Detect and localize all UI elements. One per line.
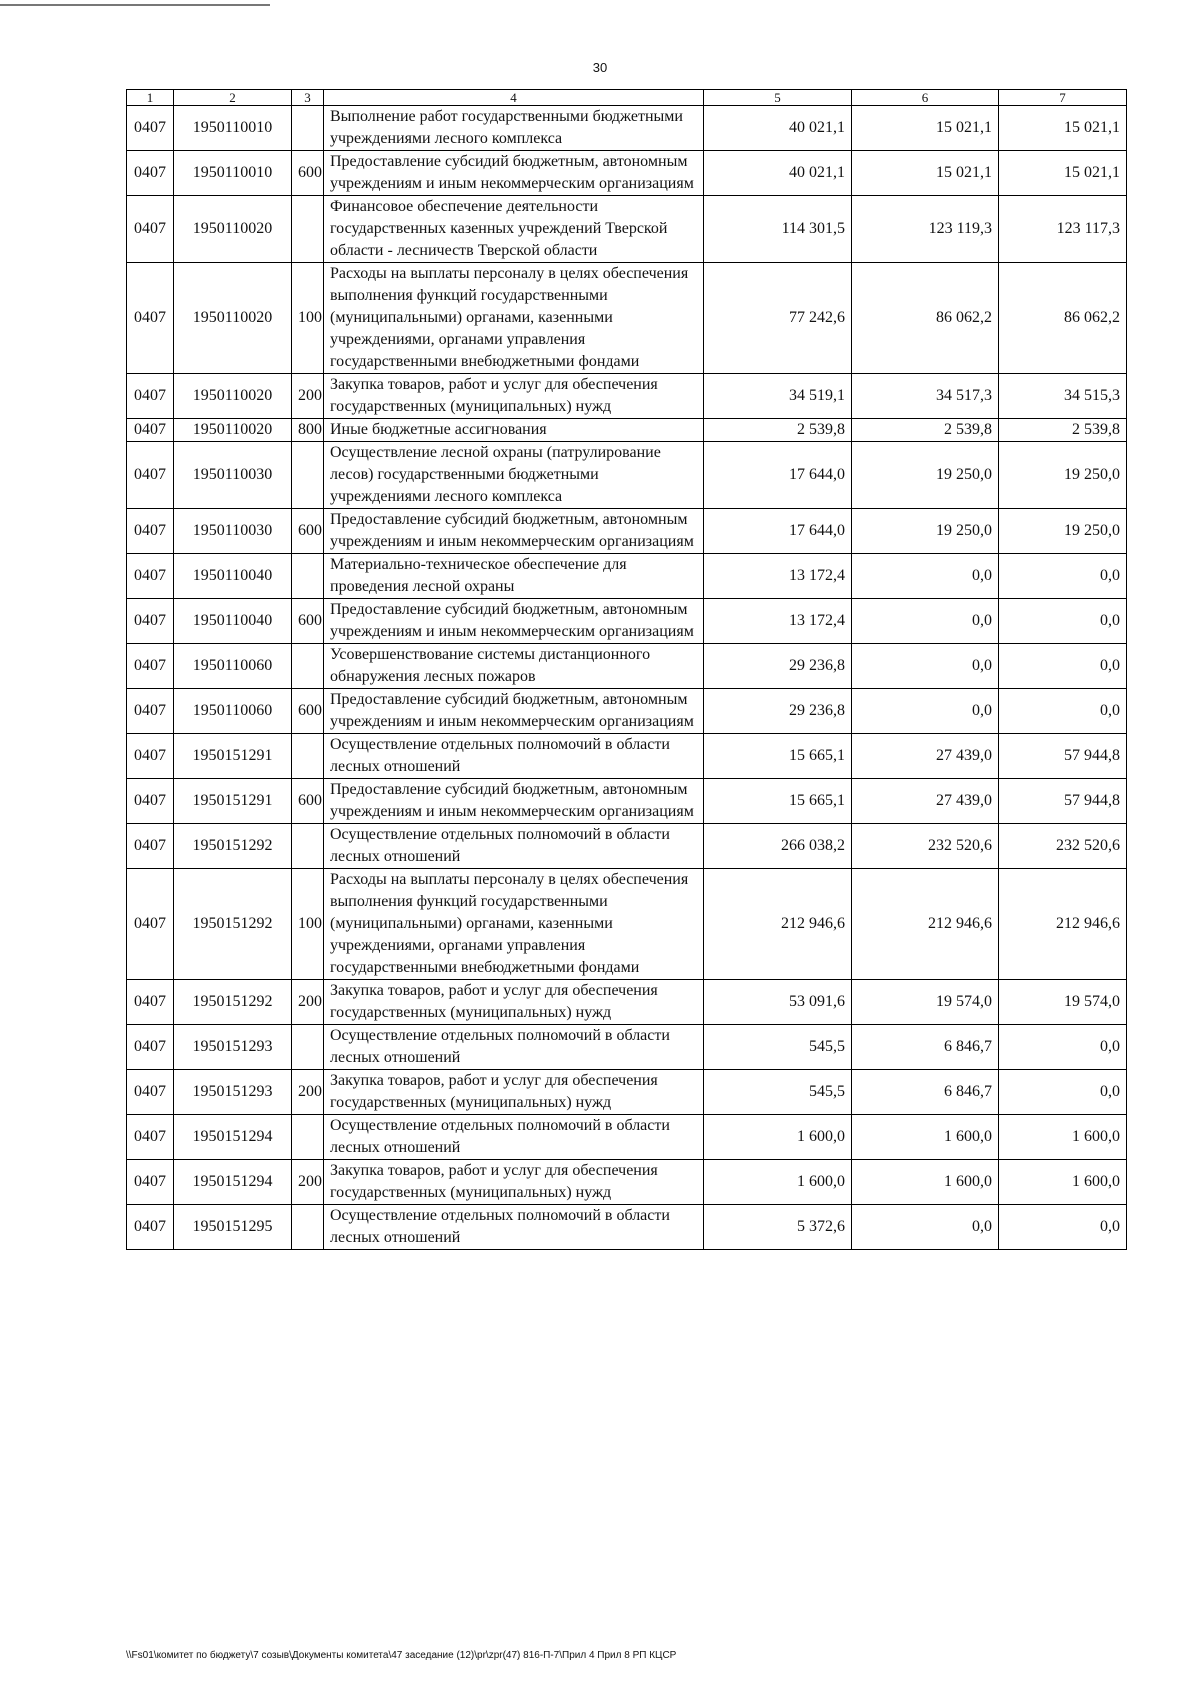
expense-type-cell: 200: [292, 980, 324, 1025]
item-name-cell: Осуществление отдельных полномочий в области лесных отношений: [324, 824, 704, 869]
item-name-cell: Осуществление отдельных полномочий в области лесных отношений: [324, 1025, 704, 1070]
amount-col7-cell: 0,0: [999, 1070, 1127, 1115]
section-cell: 0407: [127, 509, 174, 554]
table-row: [127, 554, 1127, 599]
expense-type-cell: 200: [292, 1070, 324, 1115]
item-name-cell: Выполнение работ государственными бюджетными учреждениями лесного комплекса: [324, 106, 704, 151]
amount-col7-cell: 0,0: [999, 689, 1127, 734]
amount-col7-cell: 0,0: [999, 599, 1127, 644]
table-row: [127, 599, 1127, 644]
section-cell: 0407: [127, 106, 174, 151]
item-name-cell: Расходы на выплаты персоналу в целях обеспечения выполнения функций государственными (муниципальными) органами, казенными учреждениями, органами управления государственными внебюджетными фондами: [324, 869, 704, 980]
target-code-cell: 1950151293: [174, 1070, 292, 1115]
table-row: [127, 1070, 1127, 1115]
table-row: [127, 419, 1127, 442]
target-code-cell: 1950151292: [174, 824, 292, 869]
item-name-cell: Предоставление субсидий бюджетным, автономным учреждениям и иным некоммерческим организациям: [324, 599, 704, 644]
amount-col6-cell: 19 574,0: [852, 980, 999, 1025]
amount-col5-cell: 13 172,4: [704, 554, 852, 599]
amount-col7-cell: 57 944,8: [999, 779, 1127, 824]
amount-col5-cell: 40 021,1: [704, 151, 852, 196]
amount-col6-cell: 232 520,6: [852, 824, 999, 869]
expense-type-cell: [292, 442, 324, 509]
item-name-cell: Иные бюджетные ассигнования: [324, 419, 704, 442]
table-row: [127, 689, 1127, 734]
section-cell: 0407: [127, 1160, 174, 1205]
item-name-cell: Закупка товаров, работ и услуг для обеспечения государственных (муниципальных) нужд: [324, 980, 704, 1025]
expense-type-cell: [292, 1025, 324, 1070]
table-row: [127, 374, 1127, 419]
expense-type-cell: [292, 196, 324, 263]
expense-type-cell: [292, 644, 324, 689]
table-header-row: [127, 90, 1127, 106]
section-cell: 0407: [127, 599, 174, 644]
item-name-cell: Предоставление субсидий бюджетным, автономным учреждениям и иным некоммерческим организациям: [324, 689, 704, 734]
expense-type-cell: 100: [292, 869, 324, 980]
amount-col5-cell: 53 091,6: [704, 980, 852, 1025]
amount-col6-cell: 0,0: [852, 554, 999, 599]
amount-col7-cell: 1 600,0: [999, 1160, 1127, 1205]
amount-col5-cell: 15 665,1: [704, 779, 852, 824]
table-row: [127, 980, 1127, 1025]
amount-col5-cell: 545,5: [704, 1070, 852, 1115]
target-code-cell: 1950110020: [174, 419, 292, 442]
section-cell: 0407: [127, 442, 174, 509]
amount-col6-cell: 1 600,0: [852, 1160, 999, 1205]
target-code-cell: 1950151292: [174, 980, 292, 1025]
section-cell: 0407: [127, 980, 174, 1025]
target-code-cell: 1950151294: [174, 1160, 292, 1205]
table-row: [127, 779, 1127, 824]
expense-type-cell: [292, 1115, 324, 1160]
amount-col7-cell: 1 600,0: [999, 1115, 1127, 1160]
amount-col6-cell: 86 062,2: [852, 263, 999, 374]
table-body: [127, 106, 1127, 1250]
amount-col6-cell: 19 250,0: [852, 509, 999, 554]
amount-col6-cell: 15 021,1: [852, 106, 999, 151]
item-name-cell: Осуществление отдельных полномочий в области лесных отношений: [324, 734, 704, 779]
amount-col7-cell: 0,0: [999, 1205, 1127, 1250]
amount-col5-cell: 13 172,4: [704, 599, 852, 644]
amount-col5-cell: 34 519,1: [704, 374, 852, 419]
amount-col6-cell: 2 539,8: [852, 419, 999, 442]
amount-col5-cell: 29 236,8: [704, 644, 852, 689]
amount-col6-cell: 0,0: [852, 644, 999, 689]
table-row: [127, 1160, 1127, 1205]
item-name-cell: Расходы на выплаты персоналу в целях обеспечения выполнения функций государственными (муниципальными) органами, казенными учреждениями, органами управления государственными внебюджетными фондами: [324, 263, 704, 374]
table-row: [127, 442, 1127, 509]
amount-col7-cell: 232 520,6: [999, 824, 1127, 869]
section-cell: 0407: [127, 263, 174, 374]
target-code-cell: 1950110040: [174, 554, 292, 599]
item-name-cell: Предоставление субсидий бюджетным, автономным учреждениям и иным некоммерческим организациям: [324, 151, 704, 196]
expense-type-cell: 200: [292, 374, 324, 419]
table-row: [127, 1115, 1127, 1160]
target-code-cell: 1950110010: [174, 106, 292, 151]
section-cell: 0407: [127, 869, 174, 980]
amount-col5-cell: 17 644,0: [704, 442, 852, 509]
expense-type-cell: [292, 106, 324, 151]
section-cell: 0407: [127, 1205, 174, 1250]
target-code-cell: 1950110040: [174, 599, 292, 644]
amount-col6-cell: 0,0: [852, 689, 999, 734]
table-row: [127, 106, 1127, 151]
amount-col7-cell: 0,0: [999, 1025, 1127, 1070]
target-code-cell: 1950110060: [174, 644, 292, 689]
section-cell: 0407: [127, 554, 174, 599]
amount-col6-cell: 34 517,3: [852, 374, 999, 419]
section-cell: 0407: [127, 374, 174, 419]
amount-col7-cell: 34 515,3: [999, 374, 1127, 419]
target-code-cell: 1950110020: [174, 263, 292, 374]
item-name-cell: Финансовое обеспечение деятельности государственных казенных учреждений Тверской области - лесничеств Тверской области: [324, 196, 704, 263]
amount-col7-cell: 19 250,0: [999, 509, 1127, 554]
amount-col5-cell: 29 236,8: [704, 689, 852, 734]
target-code-cell: 1950110030: [174, 442, 292, 509]
expense-type-cell: [292, 824, 324, 869]
table-row: [127, 869, 1127, 980]
amount-col7-cell: 0,0: [999, 554, 1127, 599]
amount-col7-cell: 15 021,1: [999, 106, 1127, 151]
amount-col5-cell: 40 021,1: [704, 106, 852, 151]
item-name-cell: Закупка товаров, работ и услуг для обеспечения государственных (муниципальных) нужд: [324, 374, 704, 419]
table-row: [127, 1025, 1127, 1070]
amount-col5-cell: 2 539,8: [704, 419, 852, 442]
table-row: [127, 644, 1127, 689]
amount-col6-cell: 6 846,7: [852, 1025, 999, 1070]
table-row: [127, 263, 1127, 374]
amount-col5-cell: 114 301,5: [704, 196, 852, 263]
expense-type-cell: 100: [292, 263, 324, 374]
amount-col6-cell: 6 846,7: [852, 1070, 999, 1115]
item-name-cell: Усовершенствование системы дистанционного обнаружения лесных пожаров: [324, 644, 704, 689]
amount-col7-cell: 123 117,3: [999, 196, 1127, 263]
expense-type-cell: 600: [292, 599, 324, 644]
table-row: [127, 196, 1127, 263]
expense-type-cell: [292, 1205, 324, 1250]
section-cell: 0407: [127, 644, 174, 689]
section-cell: 0407: [127, 734, 174, 779]
target-code-cell: 1950151293: [174, 1025, 292, 1070]
amount-col6-cell: 1 600,0: [852, 1115, 999, 1160]
amount-col5-cell: 77 242,6: [704, 263, 852, 374]
amount-col7-cell: 15 021,1: [999, 151, 1127, 196]
amount-col6-cell: 0,0: [852, 599, 999, 644]
expense-type-cell: [292, 554, 324, 599]
target-code-cell: 1950110030: [174, 509, 292, 554]
item-name-cell: Закупка товаров, работ и услуг для обеспечения государственных (муниципальных) нужд: [324, 1160, 704, 1205]
amount-col5-cell: 212 946,6: [704, 869, 852, 980]
expense-type-cell: 600: [292, 689, 324, 734]
amount-col5-cell: 17 644,0: [704, 509, 852, 554]
table-row: [127, 734, 1127, 779]
column-header: 7: [999, 90, 1127, 106]
amount-col7-cell: 19 250,0: [999, 442, 1127, 509]
target-code-cell: 1950110020: [174, 374, 292, 419]
section-cell: 0407: [127, 1115, 174, 1160]
expense-type-cell: [292, 734, 324, 779]
footer-file-path: \\Fs01\комитет по бюджету\7 созыв\Документы комитета\47 заседание (12)\pr\zpr(47) 816-П-7\Прил 4 Прил 8 РП КЦСР: [126, 1650, 677, 1661]
amount-col7-cell: 212 946,6: [999, 869, 1127, 980]
expense-type-cell: 600: [292, 779, 324, 824]
amount-col6-cell: 212 946,6: [852, 869, 999, 980]
item-name-cell: Осуществление отдельных полномочий в области лесных отношений: [324, 1115, 704, 1160]
section-cell: 0407: [127, 689, 174, 734]
table-row: [127, 824, 1127, 869]
item-name-cell: Предоставление субсидий бюджетным, автономным учреждениям и иным некоммерческим организациям: [324, 509, 704, 554]
amount-col6-cell: 27 439,0: [852, 779, 999, 824]
amount-col5-cell: 266 038,2: [704, 824, 852, 869]
amount-col6-cell: 15 021,1: [852, 151, 999, 196]
item-name-cell: Осуществление отдельных полномочий в области лесных отношений: [324, 1205, 704, 1250]
amount-col6-cell: 0,0: [852, 1205, 999, 1250]
column-header: 5: [704, 90, 852, 106]
amount-col7-cell: 57 944,8: [999, 734, 1127, 779]
section-cell: 0407: [127, 779, 174, 824]
amount-col7-cell: 86 062,2: [999, 263, 1127, 374]
amount-col5-cell: 5 372,6: [704, 1205, 852, 1250]
expense-type-cell: 800: [292, 419, 324, 442]
column-header: 1: [127, 90, 174, 106]
expense-type-cell: 600: [292, 151, 324, 196]
table-row: [127, 151, 1127, 196]
section-cell: 0407: [127, 419, 174, 442]
target-code-cell: 1950110020: [174, 196, 292, 263]
target-code-cell: 1950151291: [174, 779, 292, 824]
amount-col7-cell: 2 539,8: [999, 419, 1127, 442]
section-cell: 0407: [127, 824, 174, 869]
budget-table: [126, 89, 1127, 1250]
column-header: 3: [292, 90, 324, 106]
target-code-cell: 1950110010: [174, 151, 292, 196]
amount-col6-cell: 19 250,0: [852, 442, 999, 509]
column-header: 4: [324, 90, 704, 106]
item-name-cell: Материально-техническое обеспечение для проведения лесной охраны: [324, 554, 704, 599]
column-header: 2: [174, 90, 292, 106]
page-number: 30: [592, 60, 608, 75]
target-code-cell: 1950151291: [174, 734, 292, 779]
amount-col6-cell: 123 119,3: [852, 196, 999, 263]
section-cell: 0407: [127, 1070, 174, 1115]
scan-artifact-line: [0, 4, 270, 6]
item-name-cell: Закупка товаров, работ и услуг для обеспечения государственных (муниципальных) нужд: [324, 1070, 704, 1115]
item-name-cell: Предоставление субсидий бюджетным, автономным учреждениям и иным некоммерческим организациям: [324, 779, 704, 824]
amount-col5-cell: 545,5: [704, 1025, 852, 1070]
section-cell: 0407: [127, 151, 174, 196]
table-row: [127, 509, 1127, 554]
target-code-cell: 1950151292: [174, 869, 292, 980]
target-code-cell: 1950110060: [174, 689, 292, 734]
column-header: 6: [852, 90, 999, 106]
amount-col5-cell: 1 600,0: [704, 1160, 852, 1205]
amount-col5-cell: 1 600,0: [704, 1115, 852, 1160]
item-name-cell: Осуществление лесной охраны (патрулирование лесов) государственными бюджетными учреждениями лесного комплекса: [324, 442, 704, 509]
section-cell: 0407: [127, 1025, 174, 1070]
target-code-cell: 1950151294: [174, 1115, 292, 1160]
section-cell: 0407: [127, 196, 174, 263]
target-code-cell: 1950151295: [174, 1205, 292, 1250]
amount-col6-cell: 27 439,0: [852, 734, 999, 779]
amount-col5-cell: 15 665,1: [704, 734, 852, 779]
table-row: [127, 1205, 1127, 1250]
expense-type-cell: 200: [292, 1160, 324, 1205]
amount-col7-cell: 0,0: [999, 644, 1127, 689]
expense-type-cell: 600: [292, 509, 324, 554]
amount-col7-cell: 19 574,0: [999, 980, 1127, 1025]
